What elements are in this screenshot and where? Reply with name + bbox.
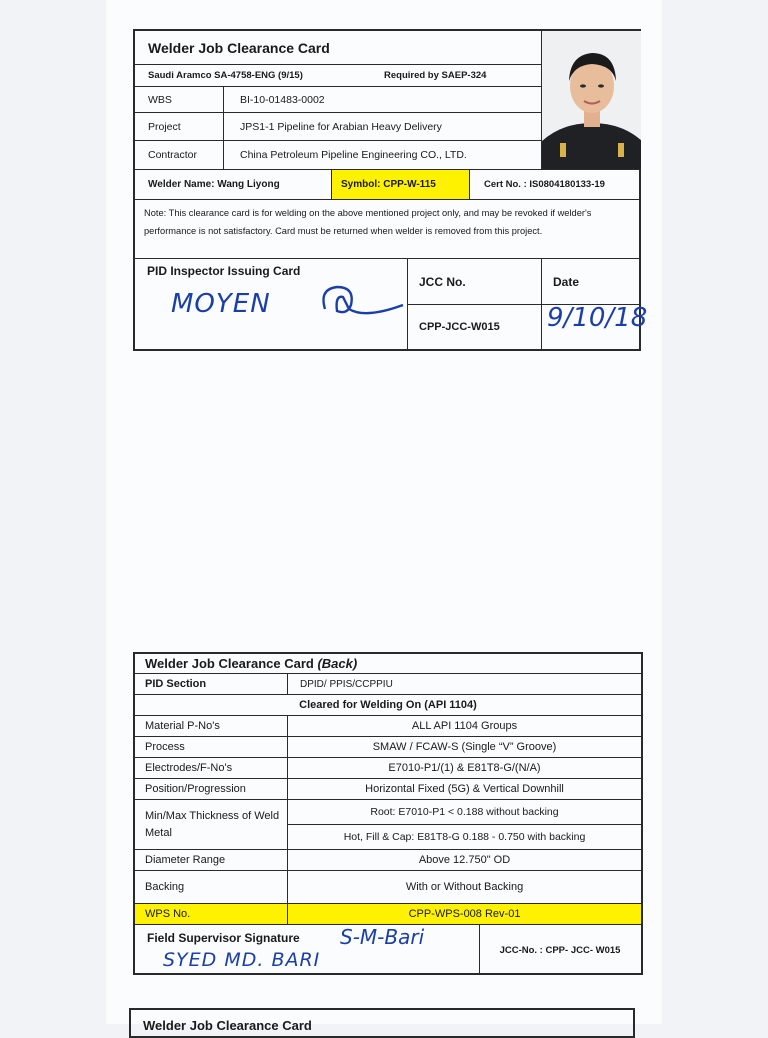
electrodes-label: Electrodes/F-No's <box>135 758 288 778</box>
wbs-value: BI-10-01483-0002 <box>240 93 325 106</box>
diameter-label: Diameter Range <box>135 850 288 870</box>
pid-section-value: DPID/ PPIS/CCPPIU <box>300 678 393 690</box>
wbs-label: WBS <box>148 93 172 106</box>
front-card <box>133 29 648 351</box>
back-title-text: Welder Job Clearance Card <box>145 656 314 671</box>
welder-photo <box>541 31 641 170</box>
backing-row <box>135 871 641 904</box>
supervisor-label: Field Supervisor Signature <box>147 931 300 945</box>
wps-row <box>135 904 641 925</box>
symbol-highlight: Symbol: CPP-W-115 <box>332 170 469 199</box>
front-title-row <box>135 31 541 65</box>
third-card-title: Welder Job Clearance Card <box>143 1018 312 1033</box>
back-title-row <box>135 654 641 674</box>
back-row-position <box>135 779 641 800</box>
back-title-suffix: (Back) <box>317 656 358 671</box>
thickness-row <box>135 800 641 850</box>
standard-row <box>135 65 541 87</box>
wps-label: WPS No. <box>135 904 288 924</box>
supervisor-section <box>135 925 641 975</box>
diameter-value: Above 12.750" OD <box>418 854 511 866</box>
position-value: Horizontal Fixed (5G) & Vertical Downhill <box>365 783 564 795</box>
project-row <box>135 113 541 141</box>
position-label: Position/Progression <box>135 779 288 799</box>
contractor-row <box>135 141 541 170</box>
pid-section-label: PID Section <box>135 674 288 694</box>
electrodes-value: E7010-P1/(1) & E81T8-G/(N/A) <box>388 762 541 774</box>
inspector-signature: MOYEN <box>171 289 271 319</box>
diameter-row <box>135 850 641 871</box>
contractor-value: China Petroleum Pipeline Engineering CO., LTD. <box>240 149 467 161</box>
jcc-label: JCC No. <box>407 259 541 305</box>
process-label: Process <box>135 737 288 757</box>
project-value: JPS1-1 Pipeline for Arabian Heavy Delivery <box>240 120 442 133</box>
back-row-electrodes <box>135 758 641 779</box>
supervisor-name: SYED MD. BARI <box>163 949 321 971</box>
welder-photo-icon <box>542 31 641 170</box>
process-value: SMAW / FCAW-S (Single “V” Groove) <box>372 741 557 753</box>
front-title: Welder Job Clearance Card <box>148 39 330 56</box>
backing-label: Backing <box>135 871 288 903</box>
material-value: ALL API 1104 Groups <box>411 720 518 732</box>
thickness-root: Root: E7010-P1 < 0.188 without backing <box>288 800 641 825</box>
back-card <box>133 652 643 975</box>
pid-section-row <box>135 674 641 695</box>
wbs-row <box>135 87 541 113</box>
cert-number: Cert No. : IS0804180133-19 <box>484 179 605 190</box>
inspector-signature-mark-icon <box>315 279 410 329</box>
backing-value: With or Without Backing <box>405 881 524 893</box>
project-label: Project <box>148 120 181 133</box>
thickness-label: Min/Max Thickness of Weld Metal <box>135 800 288 849</box>
wps-value: CPP-WPS-008 Rev-01 <box>408 908 521 920</box>
back-row-material <box>135 716 641 737</box>
clearance-note: Note: This clearance card is for welding on the above mentioned project only, and may be revoked if welder's performance is not satisfactory. Card must be returned when welder is removed from this project. <box>144 208 592 236</box>
standard-text: Saudi Aramco SA-4758-ENG (9/15) <box>148 70 303 81</box>
welder-name: Welder Name: Wang Liyong <box>148 179 280 190</box>
contractor-label: Contractor <box>148 149 198 161</box>
back-title <box>145 656 357 671</box>
thickness-hot: Hot, Fill & Cap: E81T8-G 0.188 - 0.750 with backing <box>343 830 586 843</box>
date-label: Date <box>541 259 641 305</box>
signature-section <box>135 259 648 351</box>
back-row-process <box>135 737 641 758</box>
inspector-label: PID Inspector Issuing Card <box>147 264 301 278</box>
supervisor-signature: S-M-Bari <box>340 925 425 949</box>
supervisor-jcc: JCC-No. : CPP- JCC- W015 <box>499 944 621 956</box>
third-card <box>129 1008 635 1038</box>
required-by-text: Required by SAEP-324 <box>384 70 487 81</box>
jcc-value: CPP-JCC-W015 <box>419 321 500 333</box>
note-row <box>135 200 639 259</box>
date-value: 9/10/18 <box>547 303 648 333</box>
welder-row <box>135 170 639 200</box>
cleared-for: Cleared for Welding On (API 1104) <box>135 695 641 716</box>
material-label: Material P-No's <box>135 716 288 736</box>
